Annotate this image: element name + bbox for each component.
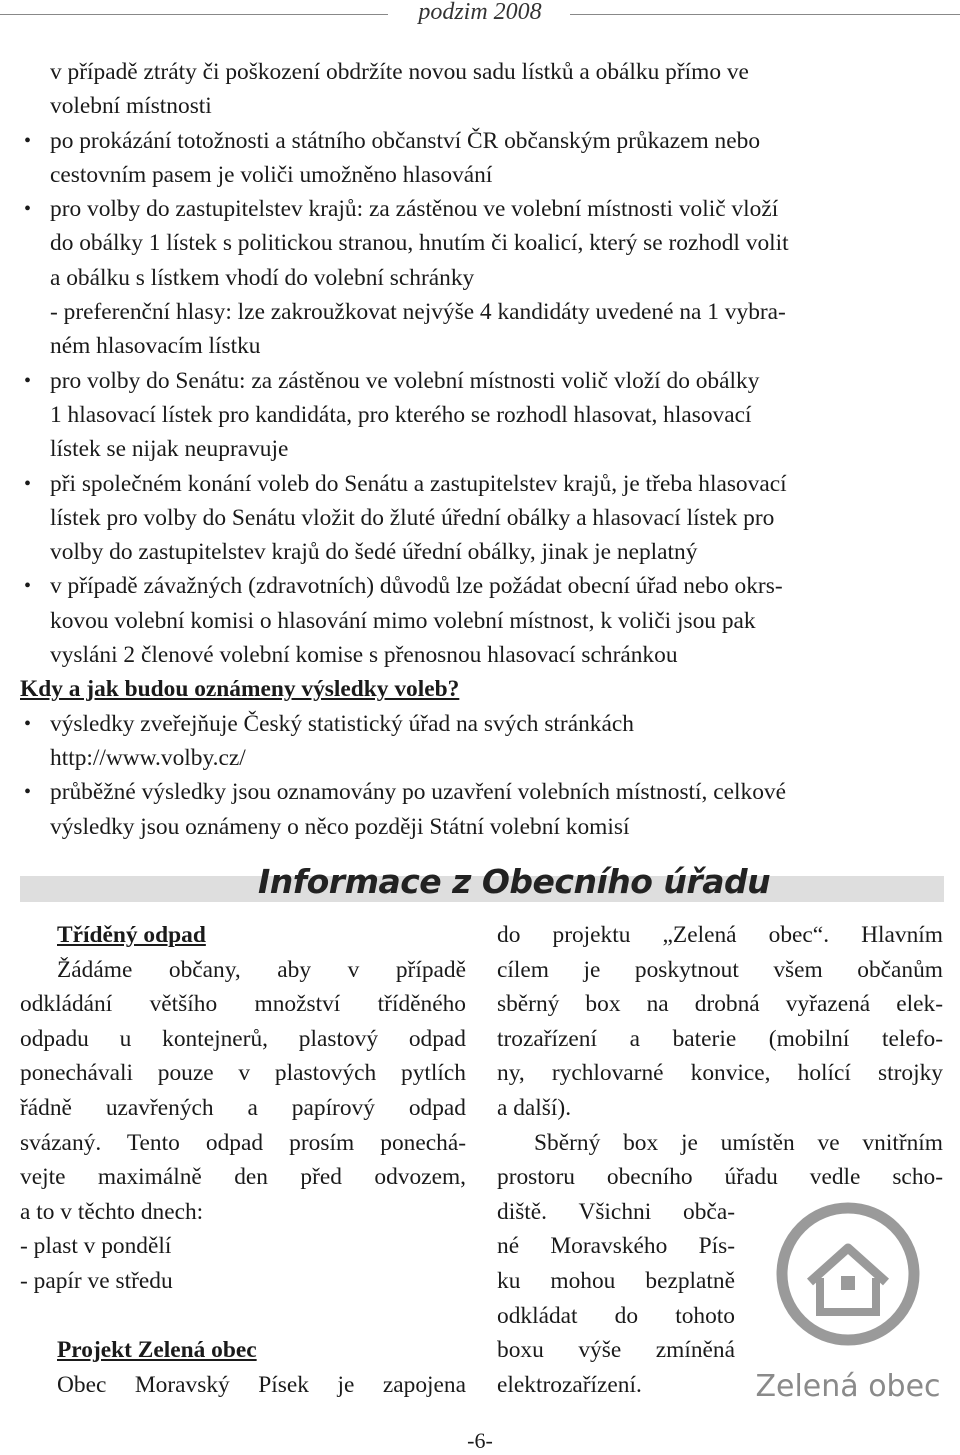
list-item: • průběžné výsledky jsou oznamovány po uzavření volebních místností, celkové výsledky jsou oznámeny o něco později Státní volební komisí: [20, 775, 945, 844]
page-number: -6-: [467, 1428, 493, 1453]
list-item: • v případě závažných (zdravotních) důvodů lze požádat obecní úřad nebo okrs- kovou volební komisi o hlasování mimo volební místnost, k voliči jsou pak vysláni 2 členové volební komise s přenosnou hlasovací schránkou: [20, 569, 945, 672]
list-item: • po prokázání totožnosti a státního občanství ČR občanským průkazem nebo cestovním pasem je voliči umožněno hlasování: [20, 124, 945, 193]
page-header: [0, 0, 960, 30]
bullet-icon: •: [24, 781, 32, 804]
left-column: [20, 918, 466, 1402]
collection-box-text: diště. Všichni obča- né Moravského Pís- ku mohou bezplatně odkládat do tohoto boxu výše zmíněná elektrozařízení.: [497, 1198, 735, 1398]
right-column: do projektu „Zelená obec“. Hlavním cílem je poskytnout všem občanům sběrný box na drobná vyřazená elek- trozařízení a baterie (mobilní telefo- ny, rychlovarné konvice, holící strojky a další). Sběrný box je umístěn ve vnitřním prostoru obecního úřadu vedle scho- diště. Všichni obča- né Moravského Pís- ku mohou bezplatně odkládat do tohoto boxu výše zmíněná elektrozařízení.: [497, 918, 943, 1402]
green-village-logo: [752, 1200, 944, 1410]
header-rule-left: [0, 14, 388, 15]
green-village-intro: Obec Moravský Písek je zapojena: [57, 1371, 466, 1398]
volby-link[interactable]: http://www.volby.cz/: [50, 744, 246, 771]
bullet-icon: •: [24, 712, 32, 735]
bullet-icon: •: [24, 129, 32, 152]
bullet-icon: •: [24, 198, 32, 221]
list-item: • pro volby do Senátu: za zástěnou ve volební místnosti volič vloží do obálky 1 hlasovací lístek pro kandidáta, pro kterého se rozhodl hlasovat, hlasovací lístek se nijak neupravuje: [20, 364, 945, 467]
sorted-waste-paragraph: Žádáme občany, aby v případě odkládání většího množství tříděného odpadu u kontejnerů, plastový odpad ponechávali pouze v plastových pytlích řádně uzavřených a papírový odpad svázaný. Tento odpad prosím ponechá- vejte maximálně den před odvozem, a to v těchto dnech: - plast v pondělí - papír ve středu: [20, 953, 466, 1299]
bullet-icon: •: [24, 575, 32, 598]
bullet-icon: •: [24, 472, 32, 495]
election-info: [20, 55, 945, 844]
list-item: • pro volby do zastupitelstev krajů: za zástěnou ve volební místnosti volič vloží do obálky 1 lístek s politickou stranou, hnutím či koalicí, který se rozhodl volit a obálku s lístkem vhodí do volební schránky - preferenční hlasy: lze zakroužkovat nejvýše 4 kandidáty uvedené na 1 vybra- ném hlasovacím lístku: [20, 192, 945, 363]
results-heading: Kdy a jak budou oznámeny výsledky voleb?: [20, 676, 460, 703]
logo-text: Zelená obec: [755, 1369, 941, 1404]
plastic-day: - plast v pondělí: [20, 1233, 172, 1260]
sorted-waste-heading: Tříděný odpad: [57, 922, 206, 948]
lead-paragraph: v případě ztráty či poškození obdržíte novou sadu lístků a obálku přímo ve volební místnosti: [50, 59, 749, 120]
green-village-heading: Projekt Zelená obec: [57, 1337, 257, 1364]
house-circle-icon: [752, 1200, 944, 1410]
header-title: podzim 2008: [418, 0, 542, 25]
paper-day: - papír ve středu: [20, 1267, 173, 1294]
list-item: • výsledky zveřejňuje Český statistický úřad na svých stránkách http://www.volby.cz/: [20, 707, 945, 776]
header-rule-right: [570, 14, 960, 15]
section-title: Informace z Obecního úřadu: [258, 862, 771, 901]
bullet-icon: •: [24, 369, 32, 392]
list-item: • při společném konání voleb do Senátu a zastupitelstev krajů, je třeba hlasovací lístek pro volby do Senátu vložit do žluté úřední obálky a hlasovací lístek pro volby do zastupitelstev krajů do šedé úřední obálky, jinak je neplatný: [20, 467, 945, 570]
